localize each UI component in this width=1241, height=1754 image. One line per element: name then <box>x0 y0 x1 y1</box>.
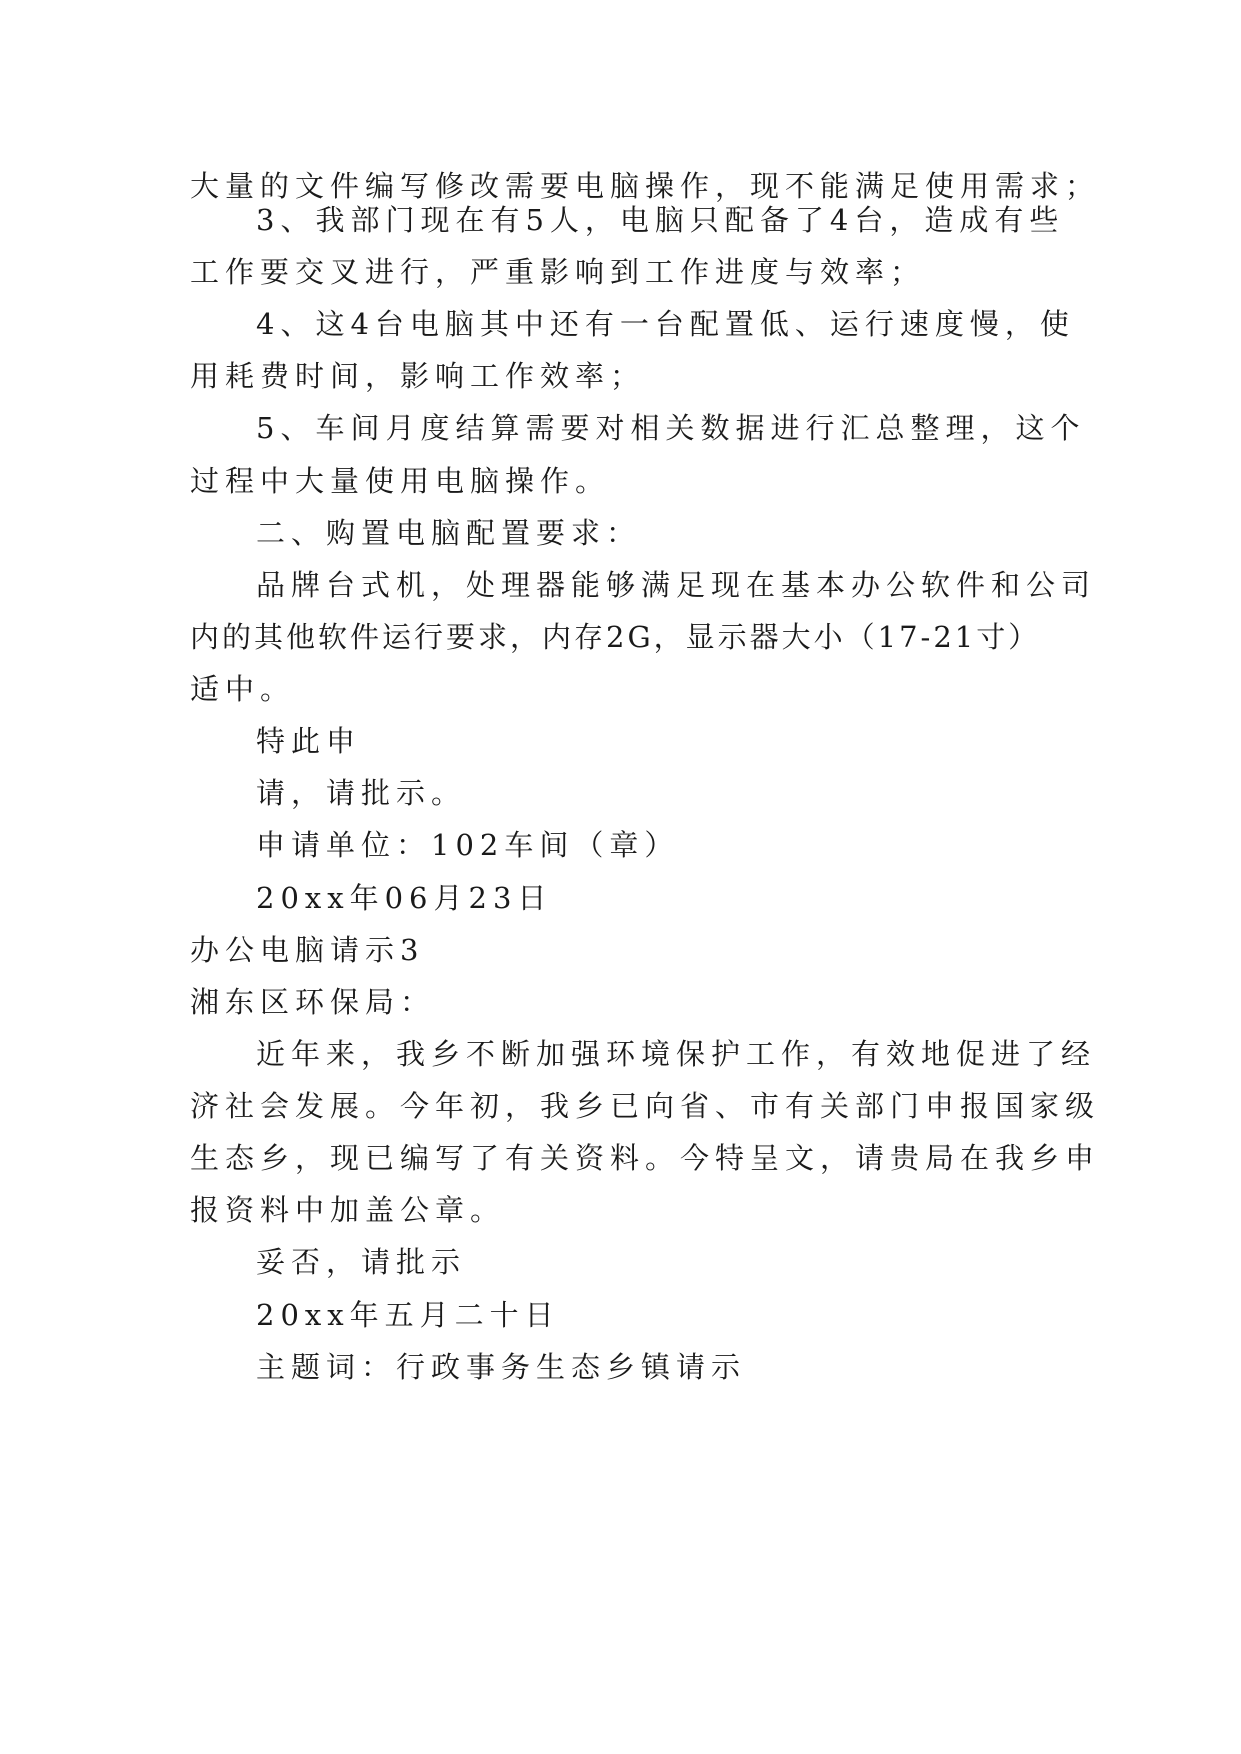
subject-line: 主题词：行政事务生态乡镇请示 <box>256 1350 747 1384</box>
body-line: 5、车间月度结算需要对相关数据进行汇总整理，这个 <box>256 411 1086 445</box>
body-line: 请，请批示。 <box>256 776 467 810</box>
section-heading: 二、购置电脑配置要求： <box>256 516 642 550</box>
body-line: 报资料中加盖公章。 <box>190 1193 506 1227</box>
body-line: 品牌台式机，处理器能够满足现在基本办公软件和公司 <box>256 568 1097 602</box>
body-line: 过程中大量使用电脑操作。 <box>190 464 611 498</box>
body-line: 4、这4台电脑其中还有一台配置低、运行速度慢，使 <box>256 307 1075 341</box>
body-line: 妥否，请批示 <box>256 1245 467 1279</box>
document-title: 办公电脑请示3 <box>190 933 425 967</box>
body-line: 生态乡，现已编写了有关资料。今特呈文，请贵局在我乡申 <box>190 1141 1101 1175</box>
date-line: 20xx年五月二十日 <box>256 1298 560 1332</box>
body-line: 工作要交叉进行，严重影响到工作进度与效率； <box>190 255 926 289</box>
body-line: 特此申 <box>256 724 362 758</box>
body-line: 3、我部门现在有5人，电脑只配备了4台，造成有些 <box>256 203 1065 237</box>
applicant-line: 申请单位：102车间（章） <box>256 828 680 862</box>
body-line: 近年来，我乡不断加强环境保护工作，有效地促进了经 <box>256 1037 1097 1071</box>
date-line: 20xx年06月23日 <box>256 881 553 915</box>
body-line: 适中。 <box>190 672 296 706</box>
body-line: 大量的文件编写修改需要电脑操作，现不能满足使用需求； <box>190 169 1101 203</box>
body-line: 济社会发展。今年初，我乡已向省、市有关部门申报国家级 <box>190 1089 1101 1123</box>
body-line: 用耗费时间，影响工作效率； <box>190 359 646 393</box>
recipient-line: 湘东区环保局： <box>190 985 436 1019</box>
body-line: 内的其他软件运行要求，内存2G，显示器大小（17-21寸） <box>190 620 1041 654</box>
